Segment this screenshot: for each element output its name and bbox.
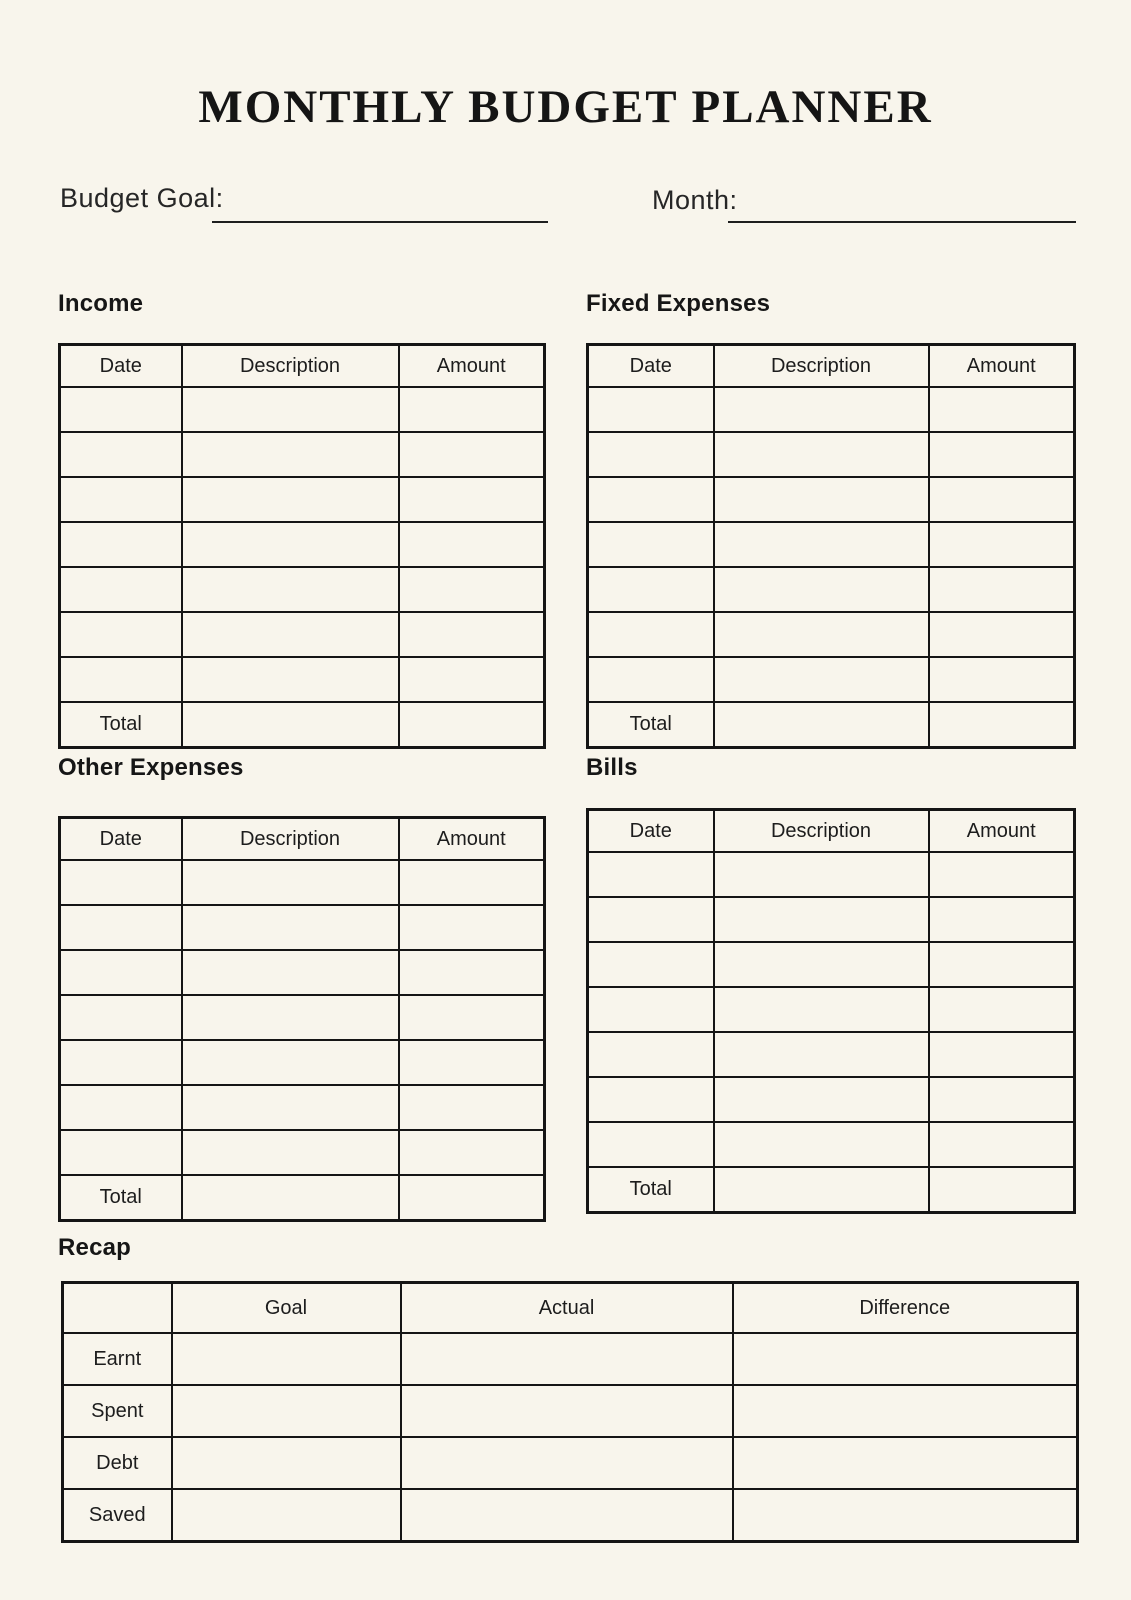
blank-cell [588,1032,714,1077]
blank-cell [399,860,545,905]
income-section-heading: Income [58,290,144,317]
blank-row [588,897,1075,942]
blank-cell [588,987,714,1032]
blank-cell [929,657,1075,702]
blank-row [60,567,545,612]
blank-cell [929,477,1075,522]
blank-row [588,1077,1075,1122]
blank-cell [60,995,182,1040]
blank-row [60,1085,545,1130]
blank-cell [399,1085,545,1130]
blank-row [60,522,545,567]
difference-column-header: Difference [733,1283,1078,1334]
blank-cell [399,995,545,1040]
blank-cell [182,995,399,1040]
goal-column-header: Goal [172,1283,401,1334]
blank-cell [588,477,714,522]
blank-cell [60,657,182,702]
bills-section-heading: Bills [586,754,638,781]
total-label: Total [60,702,182,748]
blank-cell [714,987,929,1032]
blank-cell [60,860,182,905]
blank-cell [714,1122,929,1167]
blank-cell [401,1489,733,1542]
blank-row [60,612,545,657]
table-header-row [60,818,545,861]
blank-cell [399,1130,545,1175]
date-column-header: Date [60,818,182,861]
blank-row [60,1040,545,1085]
blank-cell [182,567,399,612]
blank-cell [399,612,545,657]
blank-cell [929,702,1075,748]
month-write-line [728,221,1076,223]
table-header-row [60,345,545,388]
blank-cell [182,1040,399,1085]
other-expenses-table [58,816,546,1222]
blank-cell [60,1040,182,1085]
blank-row [588,432,1075,477]
recap-row-label: Earnt [63,1333,172,1385]
blank-row [588,1032,1075,1077]
blank-cell [588,852,714,897]
blank-row [588,477,1075,522]
blank-cell [588,897,714,942]
total-label: Total [60,1175,182,1221]
table-header-row [588,345,1075,388]
budget-goal-label: Budget Goal: [60,183,224,213]
blank-cell [929,852,1075,897]
blank-row [60,657,545,702]
blank-cell [714,1077,929,1122]
recap-row-label: Debt [63,1437,172,1489]
blank-cell [401,1385,733,1437]
blank-cell [60,905,182,950]
amount-column-header: Amount [399,818,545,861]
fixed-expenses-table [586,343,1076,749]
blank-cell [399,702,545,748]
blank-cell [182,432,399,477]
recap-row-earnt [63,1333,1078,1385]
blank-row [60,905,545,950]
blank-cell [588,387,714,432]
blank-cell [172,1437,401,1489]
blank-cell [182,522,399,567]
blank-cell [60,387,182,432]
date-column-header: Date [588,345,714,388]
description-column-header: Description [714,810,929,853]
blank-cell [399,1040,545,1085]
blank-row [588,567,1075,612]
blank-cell [929,1077,1075,1122]
blank-cell [714,387,929,432]
blank-cell [929,1167,1075,1213]
total-label: Total [588,702,714,748]
blank-cell [929,942,1075,987]
blank-cell [714,522,929,567]
blank-cell [588,612,714,657]
date-column-header: Date [588,810,714,853]
blank-cell [714,477,929,522]
blank-cell [60,950,182,995]
blank-cell [714,852,929,897]
month-label: Month: [652,185,738,215]
blank-cell [182,905,399,950]
blank-cell [399,387,545,432]
blank-row [60,1130,545,1175]
blank-row [60,477,545,522]
blank-cell [929,612,1075,657]
total-row [60,1175,545,1221]
blank-cell [714,657,929,702]
blank-row [588,1122,1075,1167]
blank-cell [182,702,399,748]
blank-cell [588,942,714,987]
blank-cell [182,1130,399,1175]
blank-row [588,387,1075,432]
recap-row-saved [63,1489,1078,1542]
blank-cell [60,432,182,477]
blank-cell [182,612,399,657]
recap-section-heading: Recap [58,1234,132,1261]
blank-cell [60,612,182,657]
blank-cell [182,477,399,522]
page-title: MONTHLY BUDGET PLANNER [198,81,933,133]
description-column-header: Description [182,345,399,388]
recap-row-spent [63,1385,1078,1437]
blank-cell [714,942,929,987]
blank-cell [182,387,399,432]
total-label: Total [588,1167,714,1213]
blank-cell [588,1122,714,1167]
blank-cell [733,1489,1078,1542]
blank-cell [929,387,1075,432]
blank-cell [733,1333,1078,1385]
blank-cell [714,432,929,477]
blank-cell [588,1077,714,1122]
blank-row [588,987,1075,1032]
table-header-row [588,810,1075,853]
recap-header-row [63,1283,1078,1334]
blank-row [60,860,545,905]
blank-cell [714,897,929,942]
blank-cell [399,432,545,477]
blank-cell [714,702,929,748]
blank-row [588,657,1075,702]
blank-row [588,942,1075,987]
blank-cell [929,987,1075,1032]
fixed-expenses-section-heading: Fixed Expenses [586,290,771,317]
description-column-header: Description [714,345,929,388]
blank-cell [60,477,182,522]
recap-row-label: Saved [63,1489,172,1542]
actual-column-header: Actual [401,1283,733,1334]
blank-cell [182,657,399,702]
blank-cell [714,612,929,657]
amount-column-header: Amount [929,345,1075,388]
blank-cell [182,950,399,995]
blank-cell [588,522,714,567]
blank-cell [399,905,545,950]
recap-row-debt [63,1437,1078,1489]
blank-cell [929,1032,1075,1077]
description-column-header: Description [182,818,399,861]
recap-row-label: Spent [63,1385,172,1437]
blank-cell [399,567,545,612]
total-row [588,1167,1075,1213]
blank-row [60,387,545,432]
blank-cell [399,522,545,567]
blank-cell [929,522,1075,567]
blank-cell [401,1333,733,1385]
blank-cell [929,432,1075,477]
total-row [588,702,1075,748]
total-row [60,702,545,748]
blank-cell [60,567,182,612]
blank-cell [60,522,182,567]
blank-cell [399,1175,545,1221]
blank-cell [588,657,714,702]
blank-cell [929,897,1075,942]
blank-row [60,995,545,1040]
budget-goal-write-line [212,221,548,223]
blank-cell [172,1333,401,1385]
blank-row [588,852,1075,897]
recap-table [61,1281,1079,1543]
blank-cell [399,477,545,522]
blank-cell [182,860,399,905]
date-column-header: Date [60,345,182,388]
blank-cell [929,1122,1075,1167]
blank-row [588,522,1075,567]
blank-cell [172,1385,401,1437]
blank-cell [714,1032,929,1077]
bills-table [586,808,1076,1214]
blank-cell [588,432,714,477]
income-table [58,343,546,749]
blank-row [60,950,545,995]
blank-cell [714,1167,929,1213]
blank-row [588,612,1075,657]
blank-cell [401,1437,733,1489]
blank-cell [714,567,929,612]
amount-column-header: Amount [929,810,1075,853]
amount-column-header: Amount [399,345,545,388]
blank-cell [60,1130,182,1175]
blank-cell [60,1085,182,1130]
blank-cell [399,950,545,995]
blank-cell [399,657,545,702]
blank-row [60,432,545,477]
blank-cell [733,1437,1078,1489]
blank-cell [182,1085,399,1130]
blank-cell [588,567,714,612]
other-expenses-section-heading: Other Expenses [58,754,244,781]
blank-cell [929,567,1075,612]
blank-cell [182,1175,399,1221]
blank-cell [172,1489,401,1542]
recap-corner-cell [63,1283,172,1334]
blank-cell [733,1385,1078,1437]
